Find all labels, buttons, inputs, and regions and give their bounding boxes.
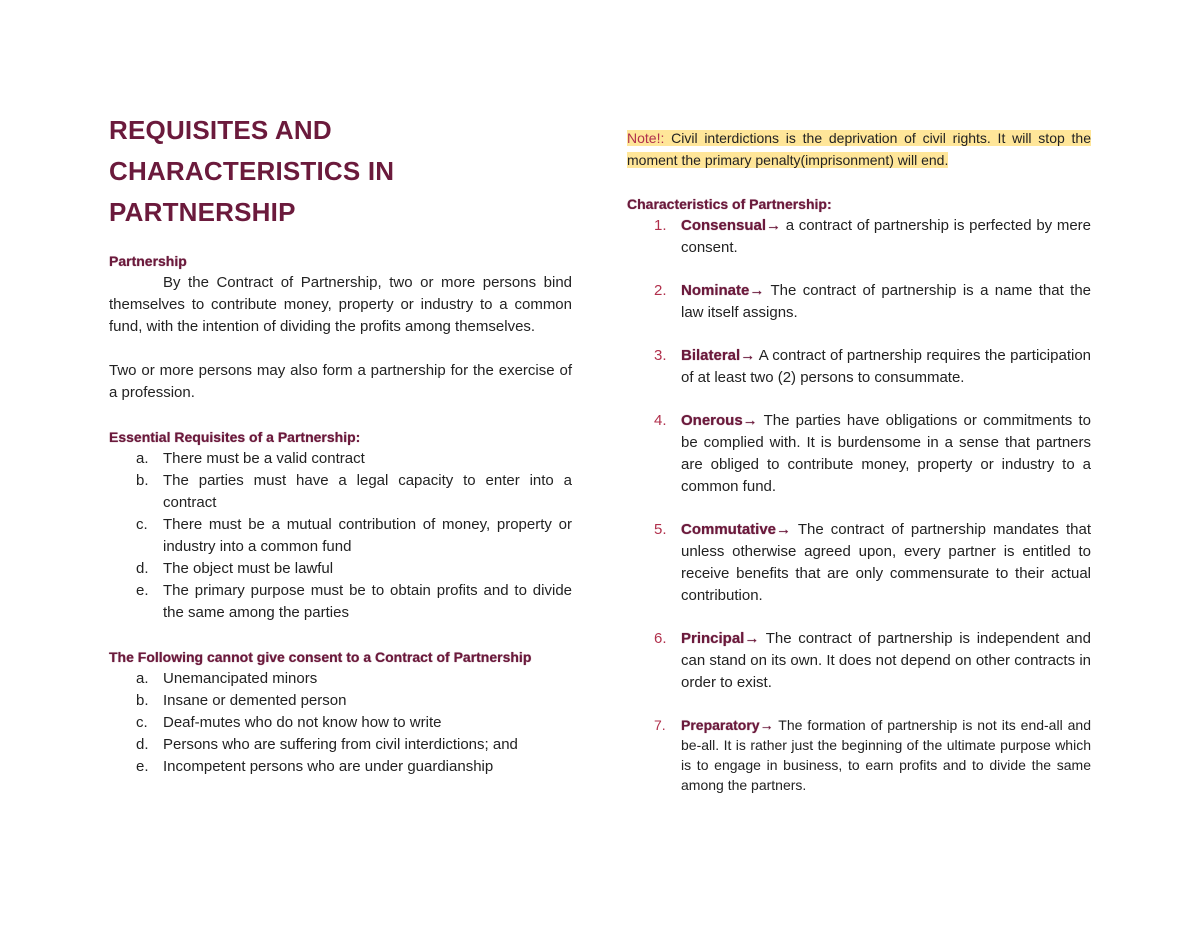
cannot-consent-heading: The Following cannot give consent to a Contract of Partnership [109,649,532,665]
list-item: 5. Commutative→ The contract of partnership mandates that unless otherwise agreed upon, every partner is entitled to receive benefits that are only commensurate to their actual contribution. [654,521,1091,604]
list-item: b. Insane or demented person [136,692,347,709]
list-item: 2. Nominate→ The contract of partnership is a name that the law itself assigns. [654,282,1091,321]
note-text: Civil interdictions is the deprivation of civil rights. It will stop the moment the primary penalty(imprisonment) will end. [627,130,1091,168]
left-column [109,110,572,778]
characteristics-heading: Characteristics of Partnership: [627,196,832,212]
list-item: a. There must be a valid contract [136,450,365,467]
document-title: REQUISITES AND CHARACTERISTICS IN PARTNERSHIP [109,115,395,227]
cannot-consent-list [109,668,572,778]
list-item: c. Deaf-mutes who do not know how to write [136,714,442,731]
list-item: 7. Preparatory→ The formation of partnership is not its end-all and be-all. It is rather just the beginning of the ultimate purpose which is to engage in business, to earn profits and to divide the same among the partners. [654,717,1091,793]
list-item: d. Persons who are suffering from civil interdictions; and [136,736,518,753]
list-item: b. The parties must have a legal capacity to enter into a contract [136,472,572,511]
list-item: e. Incompetent persons who are under guardianship [136,758,494,775]
civil-interdiction-note [627,127,1091,171]
partnership-profession-note: Two or more persons may also form a partnership for the exercise of a profession. [109,362,572,401]
list-item: e. The primary purpose must be to obtain profits and to divide the same among the parties [136,582,572,621]
characteristics-list [627,215,1091,795]
list-item: 6. Principal→ The contract of partnership is independent and can stand on its own. It does not depend on other contracts in order to exist. [654,630,1091,691]
list-item: d. The object must be lawful [136,560,334,577]
partnership-definition: By the Contract of Partnership, two or more persons bind themselves to contribute money, property or industry to a common fund, with the intention of dividing the profits among themselves. [109,274,572,335]
note-label: Note!: [627,130,665,146]
requisites-list [109,448,572,624]
list-item: 3. Bilateral→ A contract of partnership requires the participation of at least two (2) persons to consummate. [654,347,1091,386]
list-item: 4. Onerous→ The parties have obligations or commitments to be complied with. It is burdensome in a sense that partners are obliged to contribute money, property or industry to a common fund. [654,412,1091,495]
requisites-heading: Essential Requisites of a Partnership: [109,429,361,445]
list-item: 1. Consensual→ a contract of partnership is perfected by mere consent. [654,217,1091,256]
list-item: c. There must be a mutual contribution of money, property or industry into a common fund [136,516,572,555]
list-item: a. Unemancipated minors [136,670,318,687]
partnership-heading: Partnership [109,253,187,269]
right-column [627,127,1091,816]
